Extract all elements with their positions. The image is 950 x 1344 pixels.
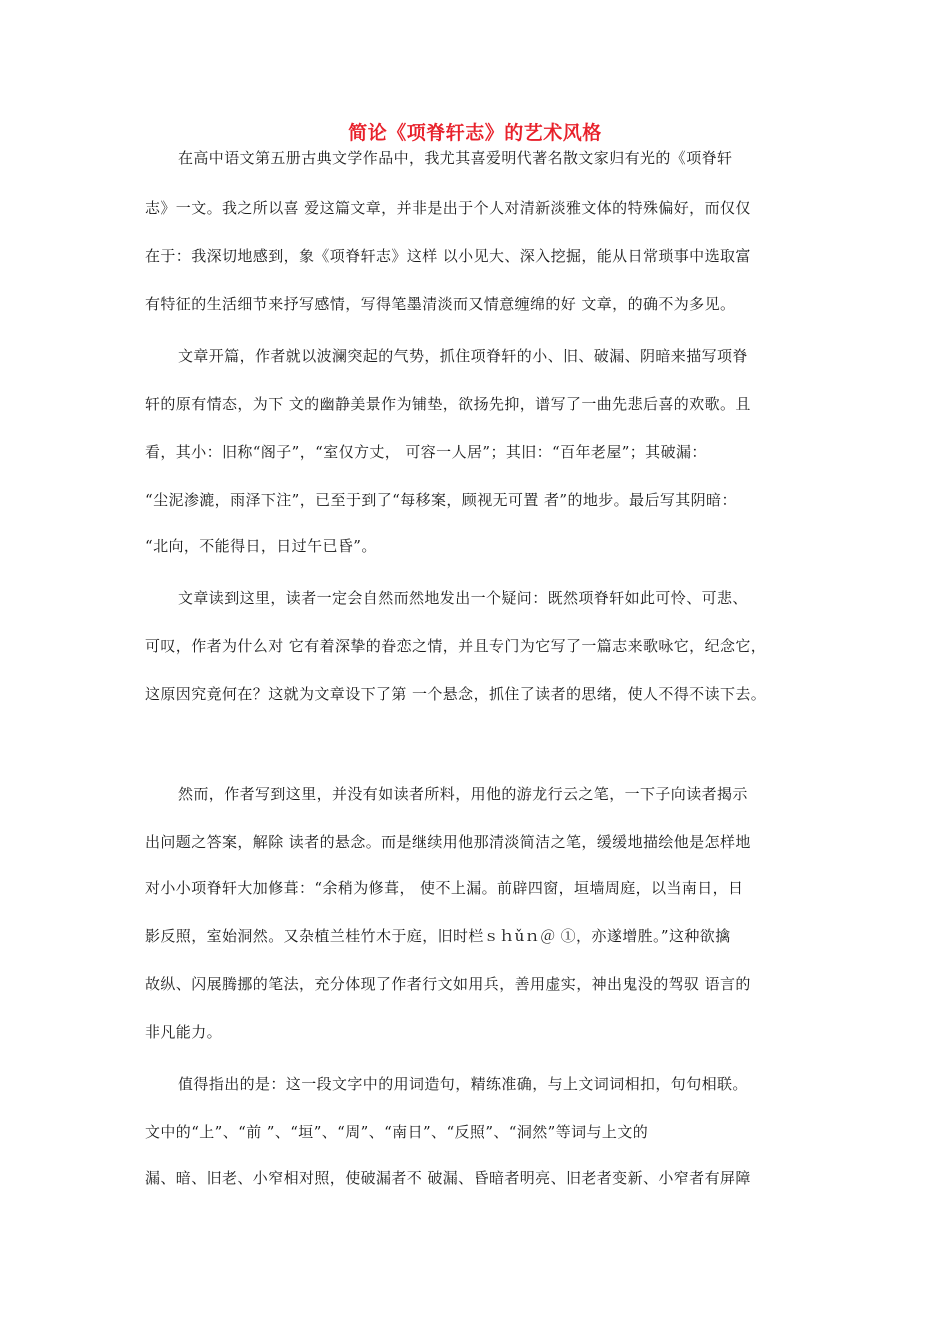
paragraph-4-line-2: 出问题之答案，解除 读者的悬念。而是继续用他那清淡简洁之笔，缓缓地描绘他是怎样地 [145,833,751,851]
paragraph-1-line-3: 在于：我深切地感到，象《项脊轩志》这样 以小见大、深入挖掘，能从日常琐事中选取富 [145,247,751,265]
paragraph-4-line-1: 然而，作者写到这里，并没有如读者所料，用他的游龙行云之笔，一下子向读者揭示 [178,785,748,803]
paragraph-2-line-3: 看，其小：旧称“阁子”，“室仅方丈， 可容一人居”；其旧：“百年老屋”；其破漏： [145,443,707,461]
paragraph-4-line-4: 影反照，室始洞然。又杂植兰桂竹木于庭，旧时栏ｓｈǔｎ＠ ①，亦遂增胜。”这种欲擒 [145,927,731,945]
paragraph-2-line-1: 文章开篇，作者就以波澜突起的气势，抓住项脊轩的小、旧、破漏、阴暗来描写项脊 [178,347,748,365]
paragraph-2-line-4: “尘泥渗漉，雨泽下注”，已至于到了“每移案，顾视无可置 者”的地步。最后写其阴暗： [145,491,737,509]
paragraph-1-line-2: 志》一文。我之所以喜 爱这篇文章，并非是出于个人对清新淡雅文体的特殊偏好，而仅仅 [145,199,751,217]
paragraph-2-line-2: 轩的原有情态，为下 文的幽静美景作为铺垫，欲扬先抑，谱写了一曲先悲后喜的欢歌。且 [145,395,751,413]
paragraph-4-line-3: 对小小项脊轩大加修葺：“余稍为修葺， 使不上漏。前辟四窗，垣墙周庭，以当南日，日 [145,879,744,897]
paragraph-1-line-4: 有特征的生活细节来抒写感情，写得笔墨清淡而又情意缠绵的好 文章，的确不为多见。 [145,295,736,313]
paragraph-3-line-1: 文章读到这里，读者一定会自然而然地发出一个疑问：既然项脊轩如此可怜、可悲、 [178,589,748,607]
paragraph-2-line-5: “北向，不能得日，日过午已昏”。 [145,537,377,555]
paragraph-5-line-3: 漏、暗、旧老、小窄相对照，使破漏者不 破漏、昏暗者明亮、旧老者变新、小窄者有屏障 [145,1169,751,1187]
paragraph-3-line-3: 这原因究竟何在？这就为文章设下了第 一个悬念，抓住了读者的思绪，使人不得不读下去。 [145,685,767,703]
paragraph-5-line-2: 文中的“上”、“前 ”、“垣”、“周”、“南日”、“反照”、“洞然”等词与上文的 [145,1123,649,1141]
paragraph-3-line-2: 可叹，作者为什么对 它有着深挚的眷恋之情，并且专门为它写了一篇志来歌咏它，纪念它， [145,637,767,655]
paragraph-1-line-1: 在高中语文第五册古典文学作品中，我尤其喜爱明代著名散文家归有光的《项脊轩 [178,149,733,167]
document-title: 简论《项脊轩志》的艺术风格 [348,122,602,144]
paragraph-4-line-5: 故纵、闪展腾挪的笔法，充分体现了作者行文如用兵，善用虚实，神出鬼没的驾驭 语言的 [145,975,751,993]
paragraph-4-line-6: 非凡能力。 [145,1023,223,1041]
paragraph-5-line-1: 值得指出的是：这一段文字中的用词造句，精练准确，与上文词词相扣，句句相联。 [178,1075,748,1093]
